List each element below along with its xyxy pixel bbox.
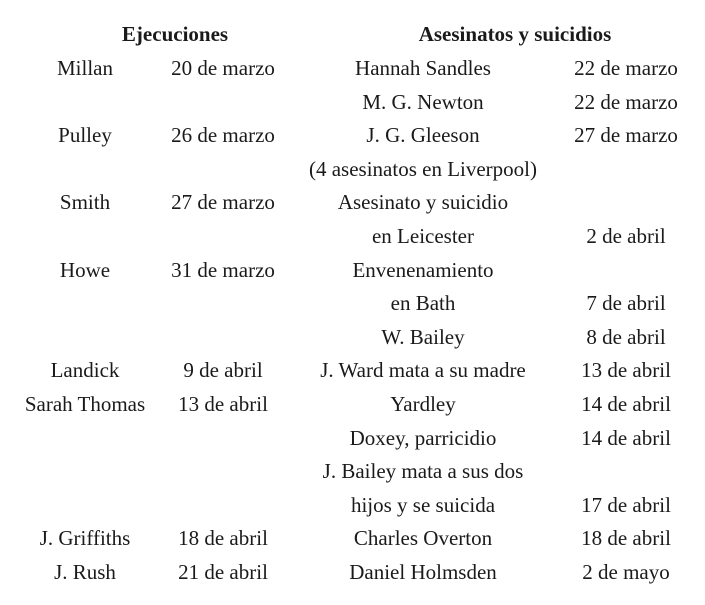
- table-row: [0, 489, 705, 523]
- execution-date: [160, 287, 286, 321]
- event-description: J. G. Gleeson: [366, 123, 480, 148]
- event-date: 14 de abril: [581, 425, 671, 450]
- event-description: (4 asesinatos en Liverpool): [308, 156, 538, 181]
- execution-name: [10, 153, 160, 187]
- event-date: [558, 153, 694, 187]
- event-date: 2 de abril: [586, 223, 666, 248]
- event-description: Charles Overton: [353, 526, 493, 551]
- execution-name: Landick: [50, 358, 120, 383]
- execution-name: Pulley: [58, 123, 112, 148]
- event-description: Yardley: [390, 391, 456, 416]
- execution-date: [160, 321, 286, 355]
- execution-date: 21 de abril: [178, 559, 268, 584]
- table-row: [0, 321, 705, 355]
- event-description: Envenenamiento: [352, 257, 494, 282]
- execution-date: 13 de abril: [178, 391, 268, 416]
- executions-header: Ejecuciones: [121, 22, 229, 46]
- event-date: 22 de marzo: [574, 56, 678, 80]
- execution-date: [160, 422, 286, 456]
- execution-name: [10, 422, 160, 456]
- event-date: 22 de marzo: [574, 89, 678, 114]
- event-date: 7 de abril: [586, 291, 666, 316]
- table-row: [0, 522, 705, 556]
- execution-name: [10, 321, 160, 355]
- event-description: M. G. Newton: [362, 89, 484, 114]
- table-row: [0, 86, 705, 120]
- execution-name: [10, 287, 160, 321]
- execution-date: [160, 489, 286, 523]
- execution-date: 31 de marzo: [171, 257, 275, 282]
- event-description: Asesinato y suicidio: [337, 190, 509, 215]
- event-description: en Bath: [390, 291, 456, 316]
- table-row: [0, 254, 705, 288]
- table-row: [0, 119, 705, 153]
- execution-date: [160, 455, 286, 489]
- execution-name: J. Rush: [54, 559, 116, 584]
- execution-name: Howe: [59, 257, 111, 282]
- event-description: J. Bailey mata a sus dos: [322, 459, 524, 484]
- event-description: W. Bailey: [381, 324, 465, 349]
- event-date: [558, 254, 694, 288]
- table-row: [0, 388, 705, 422]
- table-row: [0, 455, 705, 489]
- event-date: 2 de mayo: [582, 559, 670, 584]
- execution-name: [10, 86, 160, 120]
- murders-header: Asesinatos y suicidios: [418, 22, 612, 46]
- execution-name: [10, 455, 160, 489]
- execution-date: [160, 86, 286, 120]
- event-description: Doxey, parricidio: [349, 425, 497, 450]
- execution-name: Millan: [57, 56, 113, 80]
- execution-name: [10, 489, 160, 523]
- event-date: 18 de abril: [581, 526, 671, 551]
- event-date: 27 de marzo: [574, 123, 678, 148]
- table-row: [0, 220, 705, 254]
- event-date: [558, 186, 694, 220]
- execution-date: 26 de marzo: [171, 123, 275, 148]
- event-date: 13 de abril: [581, 358, 671, 383]
- table-row: [0, 354, 705, 388]
- table-row: [0, 52, 705, 86]
- event-description: en Leicester: [371, 223, 475, 248]
- event-date: 8 de abril: [586, 324, 666, 349]
- event-description: J. Ward mata a su madre: [320, 358, 526, 383]
- execution-date: [160, 153, 286, 187]
- execution-name: Smith: [59, 190, 111, 215]
- event-date: [558, 455, 694, 489]
- event-description: Hannah Sandles: [355, 56, 491, 80]
- table-row: [0, 422, 705, 456]
- table-row: [0, 556, 705, 590]
- execution-date: 18 de abril: [178, 526, 268, 551]
- event-date: 17 de abril: [581, 492, 671, 517]
- table-row: [0, 153, 705, 187]
- table-body: [0, 52, 705, 590]
- table-row: [0, 287, 705, 321]
- event-description: hijos y se suicida: [350, 492, 496, 517]
- execution-name: Sarah Thomas: [24, 391, 146, 416]
- execution-date: 20 de marzo: [171, 56, 275, 80]
- execution-date: [160, 220, 286, 254]
- execution-name: [10, 220, 160, 254]
- event-date: 14 de abril: [581, 391, 671, 416]
- table-row: [0, 186, 705, 220]
- execution-name: J. Griffiths: [39, 526, 131, 551]
- event-description: Daniel Holmsden: [349, 559, 497, 584]
- execution-date: 9 de abril: [183, 358, 263, 383]
- execution-date: 27 de marzo: [171, 190, 275, 215]
